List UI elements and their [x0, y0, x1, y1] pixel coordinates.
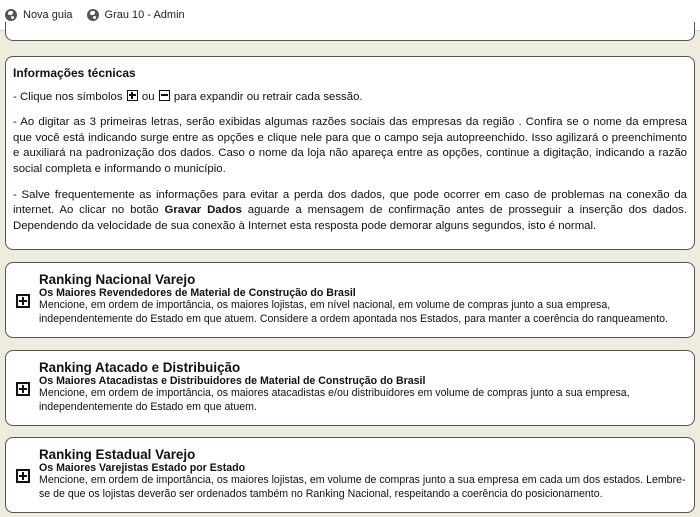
info-paragraph-autocomplete: - Ao digitar as 3 primeiras letras, serão exibidas algumas razões sociais das empresas da região . Confira se o nome da empresa que você está indicando surge entre as opções e clique nele para que o campo seja autopreenchido. Isso agilizará o preenchimento e auxiliará na padronização dos dados. Caso o nome da loja não apareça entre as opções, continue a digitação, indicando a razão social completa e informando o município.: [13, 116, 687, 175]
info-text: aguarde a mensagem de confirmação antes de prosseguir a inserção dos dados. Dependendo da velocidade de sua conexão à Internet esta resposta pode demorar alguns segundos, isto é normal.: [13, 204, 687, 232]
ranking-subtitle: Os Maiores Varejistas Estado por Estado: [39, 462, 246, 474]
info-title: Informações técnicas: [13, 66, 136, 80]
expand-symbol-icon: [127, 90, 138, 101]
info-text: - Clique nos símbolos: [13, 90, 123, 103]
previous-panel: [5, 22, 695, 41]
expand-plus-icon[interactable]: [16, 469, 30, 483]
ranking-subtitle: Os Maiores Revendedores de Material de Construção do Brasil: [39, 287, 356, 299]
gravar-dados-label: Gravar Dados: [164, 204, 242, 217]
bookmark-label: Grau 10 - Admin: [104, 9, 185, 21]
ranking-description: Mencione, em ordem de importância, os maiores atacadistas e/ou distribuidores em volume de compras junto a sua empresa, independentemente do Estado em que atuem.: [39, 387, 630, 413]
globe-icon: [87, 9, 99, 21]
ranking-title: Ranking Estadual Varejo: [39, 447, 196, 462]
info-paragraph-save: [13, 188, 687, 235]
technical-info-panel: [5, 56, 695, 250]
ranking-title: Ranking Nacional Varejo: [39, 272, 196, 287]
info-text: - Salve frequentemente as informações para evitar a perda dos dados, que pode ocorrer em caso de problemas na conexão da internet. Ao clicar no botão: [13, 188, 687, 217]
ranking-estadual-varejo-panel: [5, 437, 695, 513]
collapse-symbol-icon: [159, 90, 170, 101]
expand-plus-icon[interactable]: [16, 294, 30, 308]
info-text: ou: [141, 90, 155, 103]
ranking-description: Mencione, em ordem de importância, os maiores lojistas, em nível nacional, em volume de compras junto a sua empresa, independentemente do Estado em que atuem. Considere a ordem apontada nos Estados, para manter a coerência do ranqueamento.: [39, 299, 668, 325]
bookmark-grau10-admin[interactable]: [87, 9, 185, 21]
globe-icon: [5, 9, 17, 21]
ranking-title: Ranking Atacado e Distribuição: [39, 360, 241, 375]
ranking-nacional-varejo-panel: [5, 262, 695, 338]
ranking-description: Mencione, em ordem de importância, os maiores lojistas, em volume de compras junto a sua empresa em cada um dos estados. Lembre-se de que os lojistas deverão ser ordenados também no Ranking Nacional, respeitando a coerência do posicionamento.: [39, 474, 686, 500]
info-text: para expandir ou retrair cada sessão.: [173, 90, 363, 103]
expand-plus-icon[interactable]: [16, 382, 30, 396]
ranking-atacado-distribuicao-panel: [5, 350, 695, 426]
info-paragraph-symbols: [13, 90, 687, 106]
ranking-subtitle: Os Maiores Atacadistas e Distribuidores de Material de Construção do Brasil: [39, 375, 426, 387]
bookmark-nova-guia[interactable]: [5, 9, 73, 21]
bookmark-label: Nova guia: [23, 9, 73, 21]
